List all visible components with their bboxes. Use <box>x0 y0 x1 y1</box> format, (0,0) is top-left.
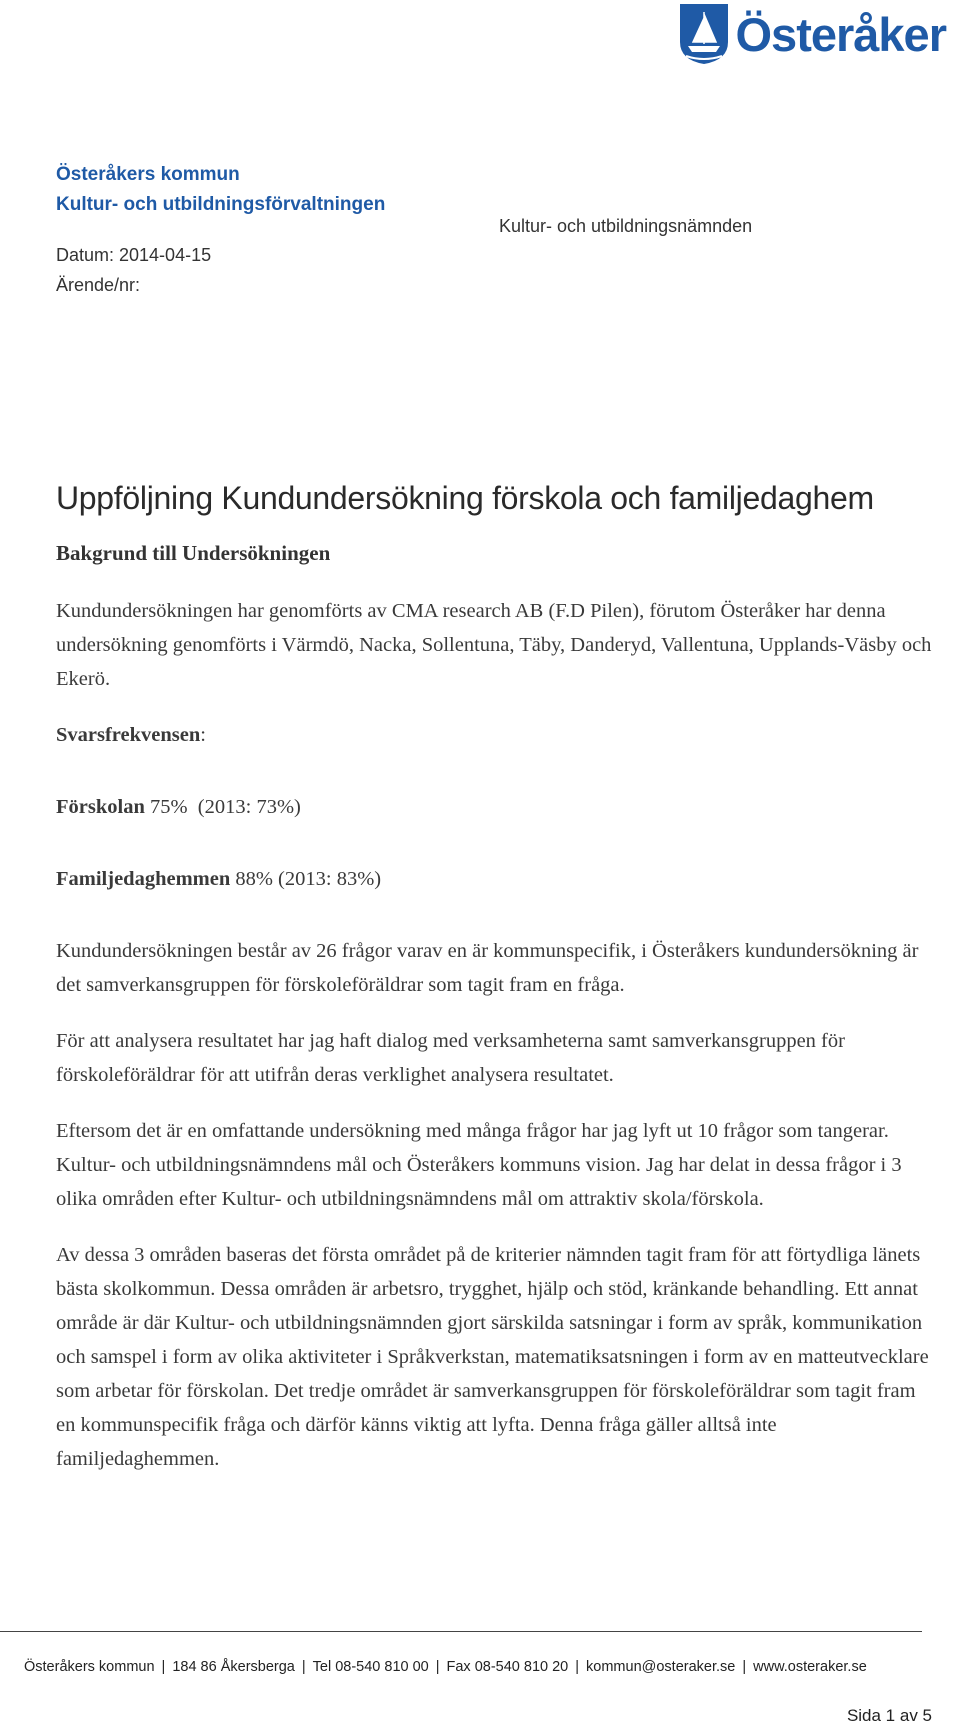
recipient: Kultur- och utbildningsnämnden <box>499 216 753 236</box>
response-rate-heading <box>56 718 932 752</box>
document-title: Uppföljning Kundundersökning förskola och familjedaghem <box>56 480 874 516</box>
preschool-value: 75% (2013: 73%) <box>144 796 301 818</box>
footer-website[interactable]: www.osteraker.se <box>753 1659 867 1675</box>
date-line: Datum: 2014-04-15 <box>56 245 212 265</box>
footer-separator: | <box>575 1659 580 1675</box>
preschool-rate <box>56 790 932 824</box>
paragraph-areas: Av dessa 3 områden baseras det första området på de kriterier nämnden tagit fram för att förtydliga länets bästa skolkommun. Dessa områden är arbetsro, trygghet, hjälp och stöd, kränkande behandling. Ett annat område är där Kultur- och utbildningsnämnden gjort särskilda satsningar i form av språk, kommunikation och samspel i form av olika aktiviteter i Språkverkstan, matematiksatsningen i form av en matteutvecklare som arbetar för förskolan. Det tredje området är samverkansgruppen för förskoleföräldrar som tagit fram en kommunspecifik fråga och därför känns viktig att lyfta. Denna fråga gäller alltså inte familjedaghemmen. <box>56 1244 929 1470</box>
document-body <box>56 480 932 1498</box>
org-name: Österåkers kommun <box>56 164 240 185</box>
footer-divider <box>0 1631 922 1632</box>
family-label: Familjedaghemmen <box>56 868 231 890</box>
paragraph-selection: Eftersom det är en omfattande undersökning med många frågor har jag lyft ut 10 frågor som tangerar. Kultur- och utbildningsnämndens mål och Österåkers kommuns vision. Jag har delat in dessa frågor i 3 olika områden efter Kultur- och utbildningsnämndens mål om attraktiv skola/förskola. <box>56 1120 902 1210</box>
footer-fax: Fax 08-540 810 20 <box>446 1659 569 1675</box>
footer-org: Österåkers kommun <box>24 1659 155 1675</box>
meta-block <box>56 240 211 300</box>
coat-of-arms-icon <box>678 2 730 66</box>
family-value: 88% (2013: 83%) <box>230 868 382 890</box>
family-daycare-rate <box>56 862 932 896</box>
response-rate-label: Svarsfrekvensen <box>56 724 201 746</box>
footer-separator: | <box>301 1659 306 1675</box>
preschool-label: Förskolan <box>56 796 145 818</box>
paragraph-questions: Kundundersökningen består av 26 frågor varav en är kommunspecifik, i Österåkers kundundersökning är det samverkansgruppen för förskoleföräldrar som tagit fram en fråga. <box>56 940 919 996</box>
org-block <box>56 160 385 220</box>
footer-address: 184 86 Åkersberga <box>172 1659 295 1675</box>
footer-email[interactable]: kommun@osteraker.se <box>586 1659 736 1675</box>
paragraph-analysis: För att analysera resultatet har jag haft dialog med verksamheterna samt samverkansgruppen för förskoleföräldrar för att utifrån deras verklighet analysera resultatet. <box>56 1030 845 1086</box>
logo-text: Österåker <box>735 7 946 61</box>
response-rate-colon: : <box>200 724 206 746</box>
section-heading: Bakgrund till Undersökningen <box>56 541 331 565</box>
footer-separator: | <box>435 1659 440 1675</box>
footer-separator: | <box>161 1659 166 1675</box>
case-number: Ärende/nr: <box>56 275 141 295</box>
footer-phone: Tel 08-540 810 00 <box>312 1659 429 1675</box>
page-number: Sida 1 av 5 <box>846 1706 932 1725</box>
department-name: Kultur- och utbildningsförvaltningen <box>56 194 386 215</box>
logo <box>678 2 947 66</box>
paragraph-background: Kundundersökningen har genomförts av CMA research AB (F.D Pilen), förutom Österåker har denna undersökning genomförts i Värmdö, Nacka, Sollentuna, Täby, Danderyd, Vallentuna, Upplands-Väsby och Ekerö. <box>56 600 932 690</box>
footer <box>24 1659 867 1675</box>
footer-separator: | <box>742 1659 747 1675</box>
